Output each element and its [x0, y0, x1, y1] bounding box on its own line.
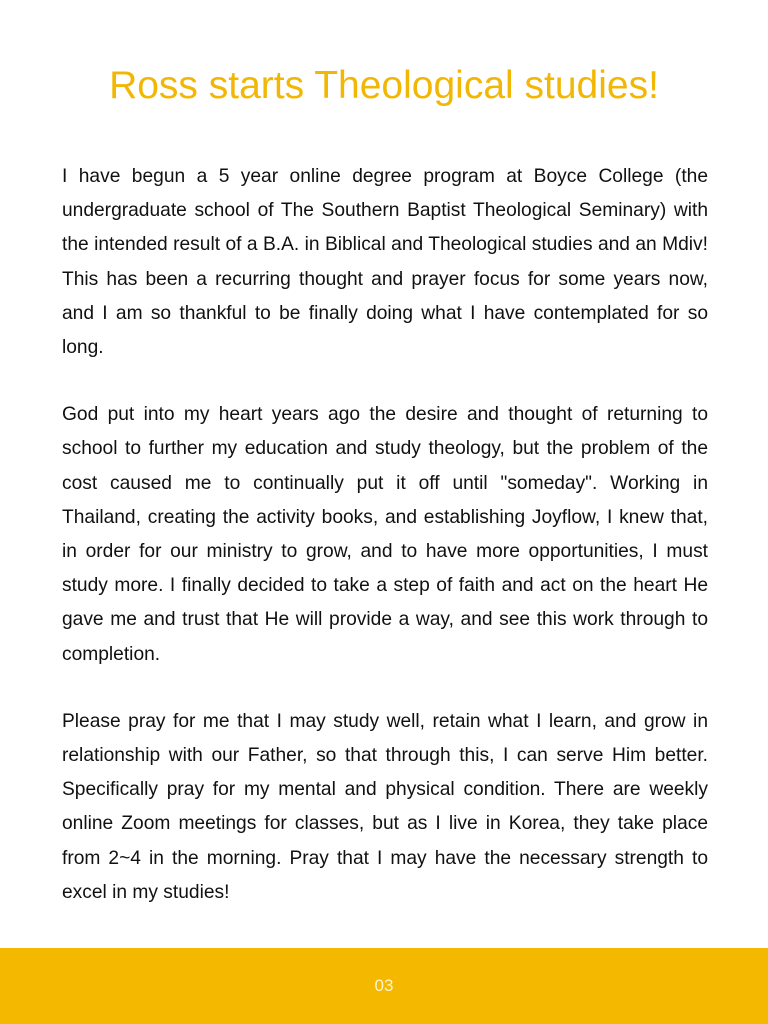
paragraph-prayer-request: Please pray for me that I may study well, retain what I learn, and grow in relationship with our Father, so that through this, I can serve Him better. Specifically pray for my mental and physical condition. There are weekly online Zoom meetings for classes, but as I live in Korea, they take place from 2~4 in the morning. Pray that I may have the necessary strength to excel in my studies! [62, 710, 708, 903]
page-number: 03 [374, 976, 394, 995]
page-title: Ross starts Theological studies! [109, 64, 659, 107]
article-body [62, 160, 708, 943]
paragraph-decision: God put into my heart years ago the desire and thought of returning to school to further my education and study theology, but the problem of the cost caused me to continually put it off until "someday". Working in Thailand, creating the activity books, and establishing Joyflow, I knew that, in order for our ministry to grow, and to have more opportunities, I must study more. I finally decided to take a step of faith and act on the heart He gave me and trust that He will provide a way, and see this work through to completion. [62, 404, 708, 665]
paragraph-study-program: I have begun a 5 year online degree program at Boyce College (the undergraduate school of The Southern Baptist Theological Seminary) with the intended result of a B.A. in Biblical and Theological studies and an Mdiv! This has been a recurring thought and prayer focus for some years now, and I am so thankful to be finally doing what I have contemplated for so long. [62, 166, 708, 359]
